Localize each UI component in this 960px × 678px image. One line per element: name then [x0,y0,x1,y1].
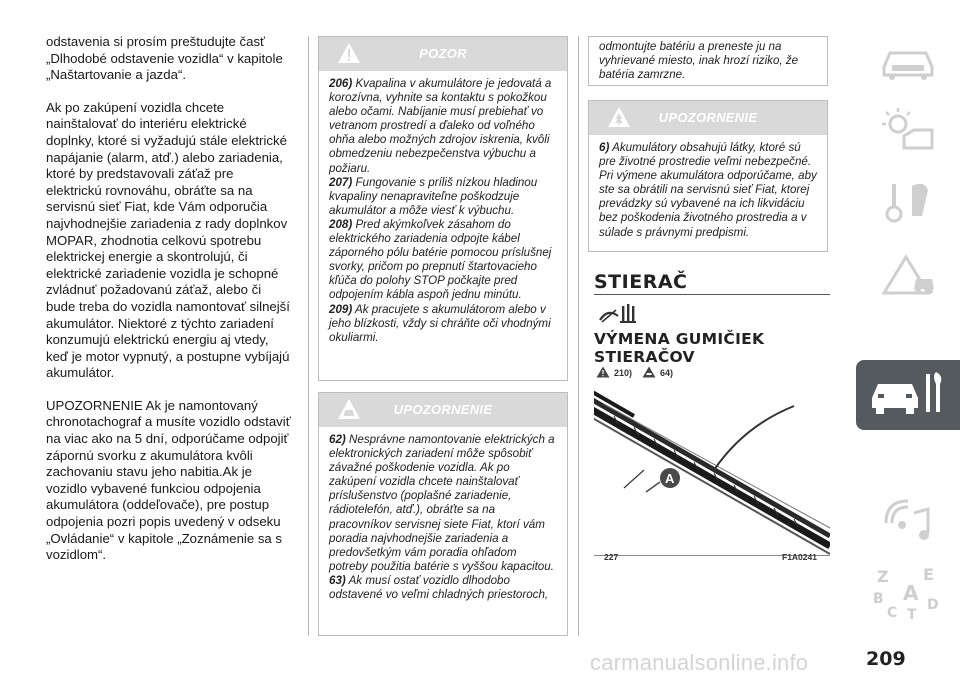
page-number: 209 [866,648,906,670]
index-letters-icon [873,565,943,625]
chapter-navigation [846,0,960,640]
caution-ref-64: 64) [660,368,674,378]
index-letter: C [887,605,898,621]
continued-text: odmontujte batériu a preneste ju na vyhrievané miesto, inak hrozí riziko, že batéria zamrzne. [599,40,799,82]
nav-emergency[interactable] [856,244,960,314]
warning-item-207: 207) Fungovanie s príliš nízkou hladinou kvapaliny nenapraviteľne poškodzuje akumulátor a môže viesť k výbuchu. [329,175,538,217]
index-letter: A [903,581,919,605]
nav-multimedia[interactable] [856,488,960,558]
wiper-blade-illustration [594,386,830,556]
column-separator-1 [308,36,309,636]
column-separator-2 [578,36,579,636]
service-tools-icon [866,368,950,423]
nav-service-maintenance[interactable] [856,360,960,430]
nav-safety[interactable] [856,168,960,238]
pozor-header [319,37,567,71]
nav-warning-lights[interactable] [856,98,960,168]
main-text-column [46,34,292,580]
wiper-figure [594,386,830,556]
figure-code: F1A0241 [782,552,817,562]
warning-ref-210: 210) [614,368,633,378]
index-letter: E [923,565,934,584]
index-letter: T [907,607,917,623]
warning-item-209: 209) Ak pracujete s akumulátorom alebo v jeho blízkosti, vždy si chráňte oči vhodnými okuliarmi. [329,302,551,344]
index-letter: B [873,591,884,607]
continued-caution-box [588,36,828,86]
section-title: STIERAČ [594,271,688,293]
upozornenie-box-2 [588,100,828,252]
upozornenie-header-1 [319,393,567,427]
caution-item-63: 63) Ak musí ostať vozidlo dlhodobo odstavené vo veľmi chladných priestoroch, [329,573,549,602]
wiper-icon [596,300,640,331]
pozor-title: POZOR [419,46,467,61]
road-warning-icon [876,249,940,310]
subsection-title: VÝMENA GUMIČIEK STIERAČOV [594,330,765,366]
section-title-rule [594,294,830,295]
upozornenie-title-2: UPOZORNENIE [658,110,758,125]
index-letter: D [927,597,939,613]
warning-ref-icon [596,366,610,380]
pozor-warning-box [318,36,568,381]
warning-lights-icon [878,106,938,161]
index-letter: Z [877,567,889,586]
paragraph-3: UPOZORNENIE Ak je namontovaný chronotachograf a musíte vozidlo odstaviť na viac ako na 5 dní, odporúčame odpojiť zápornú svorku z akumulátora kvôli zachovaniu stavu jeho nabitia.Ak je vozidlo vybavené funkciou odpojenia akumulátora (oddeľovače), pre postup odpojenia pozri popis uvedený v odseku „Ovládanie“ v kapitole „Zoznámenie sa s vozidlom“. [46,397,291,563]
caution-item-62: 62) Nesprávne namontovanie elektrických a elektronických zariadení môže spôsobiť závažné poškodenie vozidla. Ak po zakúpení vozidla chcete nainštalovať príslušenstvo (poplašné zariadenie, rádiotelefón, atď.), obráťte sa na pracovníkov servisnej siete Fiat, ktorí vám poradia najvhodnejšie zariadenia a predovšetkým vám poradia ohľadom potreby použitia batérie s vyššou kapacitou. [329,433,555,573]
upozornenie-header-2 [589,101,827,135]
caution-item-6: 6) Akumulátory obsahujú látky, ktoré sú pre životné prostredie veľmi nebezpečné. Pri výmene akumulátora odporúčame, aby ste sa obrátili na servisnú sieť Fiat, ktorej prevádzky sú vybavené na ich likvidáciu bez poškodenia životného prostredia a v súlade s právnymi predpismi. [599,141,817,239]
callout-label-a: A [665,471,675,486]
warning-item-208: 208) Pred akýmkoľvek zásahom do elektrického zariadenia odpojte kábel záporného pólu batérie pomocou príslušnej svorky, pričom po prepnutí štartovacieho kľúča do polohy STOP počkajte pred odpojením kábla aspoň jednu minútu. [329,217,552,302]
caution-ref-icon [642,366,656,380]
dashboard-car-icon [878,41,938,86]
watermark: carmanualsonline.info [590,650,809,675]
paragraph-1: odstavenia si prosím preštudujte časť „Dlhodobé odstavenie vozidla“ v kapitole „Naštartovanie a jazda“. [46,34,283,83]
nav-index[interactable] [856,560,960,630]
upozornenie-title-1: UPOZORNENIE [393,402,493,417]
warning-references [596,366,673,380]
figure-number: 227 [604,552,619,562]
warning-item-206: 206) Kvapalina v akumulátore je jedovatá a korozívna, vyhnite sa kontaktu s pokožkou alebo očami. Nabíjanie musí prebiehať vo vetranom prostredí a ďaleko od voľného ohňa alebo možných zdrojov iskrenia, kvôli obmedzeniu nebezpečenstva výbuchu a požiaru. [329,77,552,175]
upozornenie-box-1 [318,392,568,636]
paragraph-2: Ak po zakúpení vozidla chcete nainštalovať do interiéru elektrické doplnky, ktoré si vyžadujú stále elektrické napájanie (alarm, atď.) alebo zariadenia, ktoré by predstavovali záťaž pre elektrickú rovnováhu, obráťte sa na servisnú sieť Fiat, kde Vám odporučia najvhodnejšie zariadenia z rady doplnkov MOPAR, zhodnotia celkovú spotrebu elektrickej energie a skontrolujú, či elektrické zariadenie vozidla je schopné zvládnuť požadovanú záťaž, alebo či bude treba do vozidla namontovať silnejší akumulátor. Niektoré z týchto zariadení konzumujú elektrickú energiu aj vtedy, keď je motor vypnutý, a postupne vybíjajú akumulátor. [46,99,290,381]
multimedia-icon [878,493,938,554]
keys-seat-icon [878,176,938,231]
nav-dashboard[interactable] [856,28,960,98]
